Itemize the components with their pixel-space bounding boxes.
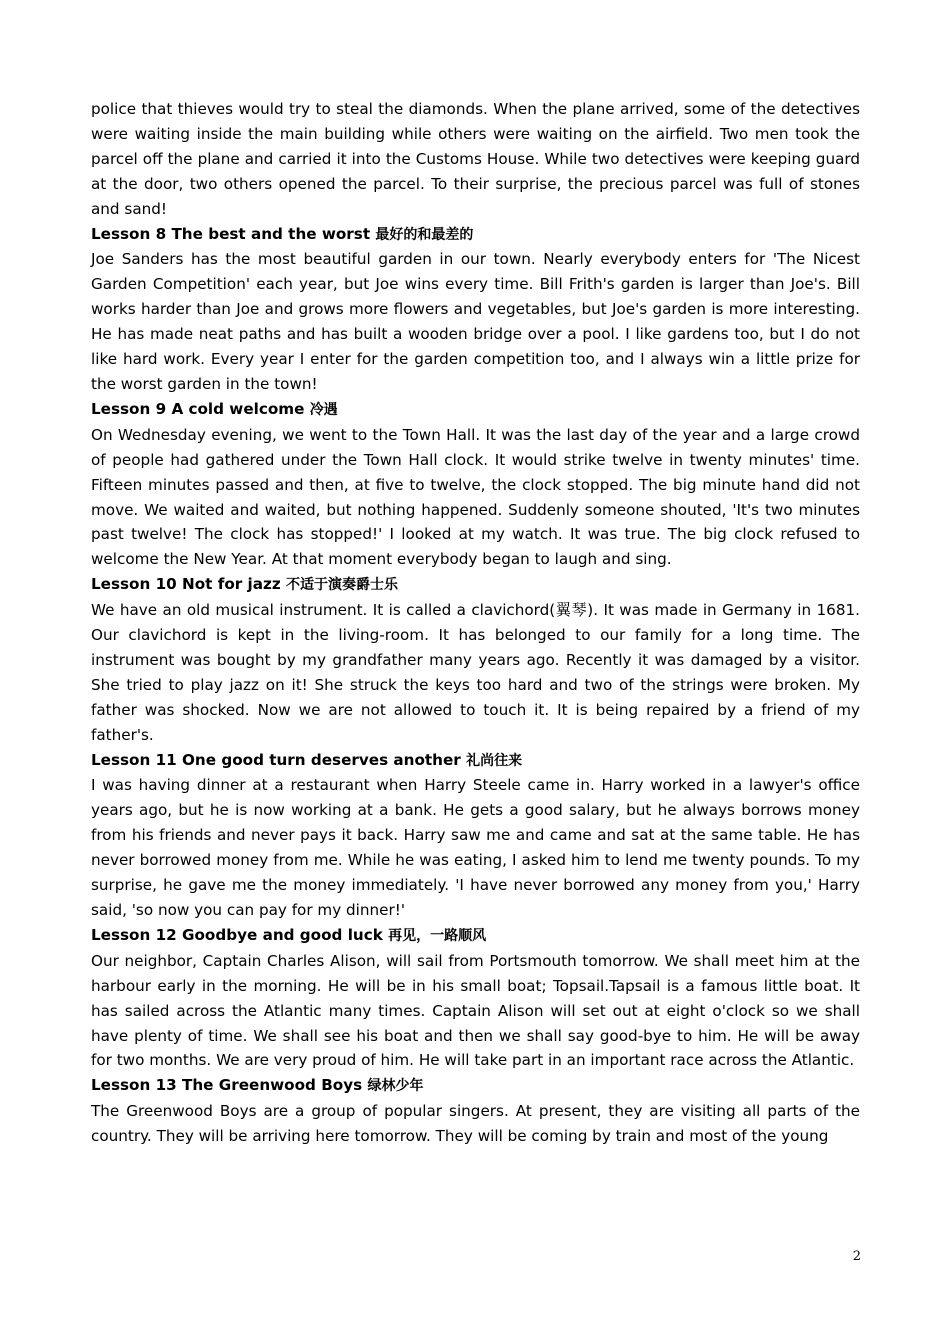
lesson-11-title: Lesson 11 One good turn deserves another xyxy=(91,750,461,769)
lesson-11-heading xyxy=(91,748,860,774)
lesson-11-text: I was having dinner at a restaurant when Harry Steele came in. Harry worked in a lawyer's office years ago, but he is now working at a bank. He gets a good salary, but he always borrows money from his friends and never pays it back. Harry saw me and came and sat at the same table. He has never borrowed money from me. While he was eating, I asked him to lend me twenty pounds. To my surprise, he gave me the money immediately. 'I have never borrowed any money from you,' Harry said, 'so now you can pay for my dinner!' xyxy=(91,776,860,919)
lesson-10-text: We have an old musical instrument. It is called a clavichord(翼琴). It was made in Germany in 1681. Our clavichord is kept in the living-room. It has belonged to our family for a long time. The instrument was bought by my grandfather many years ago. Recently it was damaged by a visitor. She tried to play jazz on it! She struck the keys too hard and two of the strings were broken. My father was shocked. Now we are not allowed to touch it. It is being repaired by a friend of my father's. xyxy=(91,601,860,744)
lesson-12-title: Lesson 12 Goodbye and good luck xyxy=(91,925,383,944)
lesson-10-title: Lesson 10 Not for jazz xyxy=(91,575,281,594)
lesson-13-title-zh: 绿林少年 xyxy=(367,1078,424,1095)
lesson-10-heading xyxy=(91,572,860,598)
lesson-13-heading xyxy=(91,1073,860,1099)
lesson-8-title-zh: 最好的和最差的 xyxy=(375,226,474,243)
lesson-9-text: On Wednesday evening, we went to the Town Hall. It was the last day of the year and a large crowd of people had gathered under the Town Hall clock. It would strike twelve in twenty minutes' time. Fifteen minutes passed and then, at five to twelve, the clock stopped. The big minute hand did not move. We waited and waited, but nothing happened. Suddenly someone shouted, 'It's two minutes past twelve! The clock has stopped!' I looked at my watch. It was true. The big clock refused to welcome the New Year. At that moment everybody began to laugh and sing. xyxy=(91,425,860,569)
lesson-9-heading xyxy=(91,397,860,423)
lesson-9-title: Lesson 9 A cold welcome xyxy=(91,399,305,418)
lesson-13-title: Lesson 13 The Greenwood Boys xyxy=(91,1076,363,1095)
document-page xyxy=(91,97,860,1149)
lesson-13-text: The Greenwood Boys are a group of popular singers. At present, they are visiting all parts of the country. They will be arriving here tomorrow. They will be coming by train and most of the young xyxy=(91,1102,860,1146)
page-number: 2 xyxy=(852,1249,861,1264)
lesson-8-text: Joe Sanders has the most beautiful garden in our town. Nearly everybody enters for 'The Nicest Garden Competition' each year, but Joe wins every time. Bill Frith's garden is larger than Joe's. Bill works harder than Joe and grows more flowers and vegetables, but Joe's garden is more interesting. He has made neat paths and has built a wooden bridge over a pool. I like gardens too, but I do not like hard work. Every year I enter for the garden competition too, and I always win a little prize for the worst garden in the town! xyxy=(91,250,860,393)
lesson-12-heading xyxy=(91,923,860,949)
lesson-12-title-zh: 再见，一路顺风 xyxy=(388,927,487,944)
lesson-9-title-zh: 冷遇 xyxy=(309,401,338,418)
lesson-11-title-zh: 礼尚往来 xyxy=(466,752,523,769)
lesson-8-title: Lesson 8 The best and the worst xyxy=(91,224,371,243)
lesson-10-title-zh: 不适于演奏爵士乐 xyxy=(285,577,398,594)
intro-paragraph: police that thieves would try to steal the diamonds. When the plane arrived, some of the detectives were waiting inside the main building while others were waiting on the airfield. Two men took the parcel off the plane and carried it into the Customs House. While two detectives were keeping guard at the door, two others opened the parcel. To their surprise, the precious parcel was full of stones and sand! xyxy=(91,100,860,218)
lesson-12-text: Our neighbor, Captain Charles Alison, will sail from Portsmouth tomorrow. We shall meet him at the harbour early in the morning. He will be in his small boat; Topsail.Tapsail is a famous little boat. It has sailed across the Atlantic many times. Captain Alison will set out at eight o'clock so we shall have plenty of time. We shall see his boat and then we shall say good-bye to him. He will be away for two months. We are very proud of him. He will take part in an important race across the Atlantic. xyxy=(91,951,860,1070)
lesson-8-heading xyxy=(91,222,860,248)
